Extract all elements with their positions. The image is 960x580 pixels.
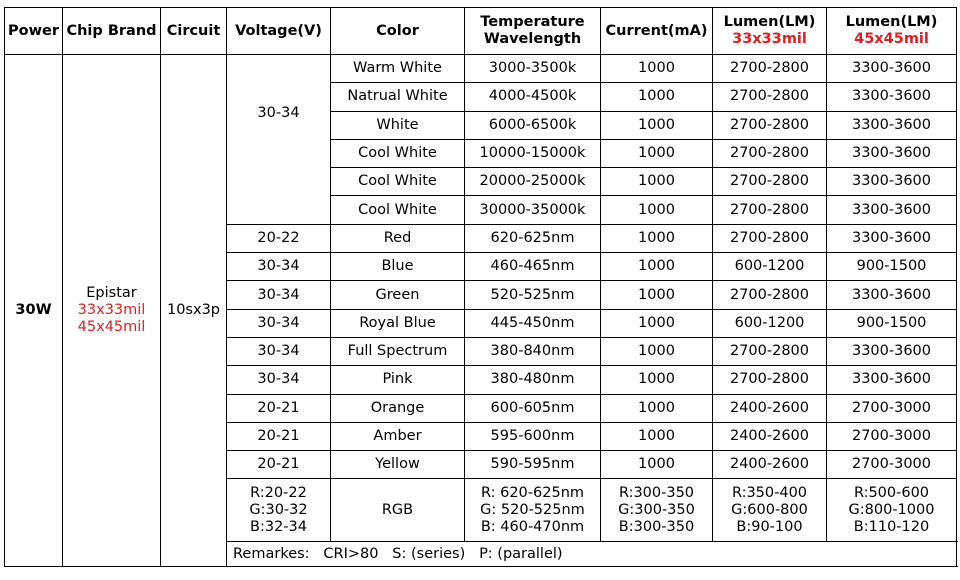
rgb-lumen45-r: R:500-600 [853,484,930,501]
header-temp-line2: Wavelength [483,31,582,47]
rgb-voltage-cell [227,479,331,542]
lumen45-cell: 3300-3600 [827,224,957,252]
header-lumen-45-size: 45x45mil [854,31,929,47]
rgb-lumen33-cell [713,479,827,542]
rgb-lumen33-r: R:350-400 [731,484,808,501]
current-cell: 1000 [601,253,713,281]
lumen33-cell: 2700-2800 [713,281,827,309]
wavelength-cell: 380-480nm [465,366,601,394]
current-cell: 1000 [601,139,713,167]
current-cell: 1000 [601,55,713,83]
color-cell: Natrual White [331,83,465,111]
lumen45-cell: 3300-3600 [827,111,957,139]
lumen45-cell: 900-1500 [827,309,957,337]
rgb-current-g: G:300-350 [618,501,695,518]
lumen33-cell: 2400-2600 [713,422,827,450]
voltage-cell: 30-34 [227,309,331,337]
chip-brand-cell [63,55,161,567]
color-cell: Cool White [331,139,465,167]
lumen33-cell: 600-1200 [713,253,827,281]
header-power: Power [5,8,63,55]
chip-brand-name: Epistar [86,285,137,302]
lumen45-cell: 3300-3600 [827,196,957,224]
voltage-cell: 20-21 [227,451,331,479]
lumen33-cell: 2700-2800 [713,83,827,111]
color-cell: Amber [331,422,465,450]
current-cell: 1000 [601,422,713,450]
current-cell: 1000 [601,168,713,196]
header-chip-brand: Chip Brand [63,8,161,55]
lumen33-cell: 2700-2800 [713,168,827,196]
rgb-wavelength-b: B: 460-470nm [480,518,585,535]
rgb-lumen33-b: B:90-100 [736,518,803,535]
spec-table [4,7,957,567]
wavelength-cell: 3000-3500k [465,55,601,83]
wavelength-cell: 600-605nm [465,394,601,422]
current-cell: 1000 [601,309,713,337]
wavelength-cell: 30000-35000k [465,196,601,224]
voltage-cell: 30-34 [227,337,331,365]
lumen45-cell: 3300-3600 [827,83,957,111]
lumen33-cell: 2700-2800 [713,337,827,365]
color-cell: Blue [331,253,465,281]
color-cell: Yellow [331,451,465,479]
lumen33-cell: 2700-2800 [713,196,827,224]
color-cell: Cool White [331,168,465,196]
voltage-cell: 20-22 [227,224,331,252]
rgb-voltage-b: B:32-34 [250,518,307,535]
lumen45-cell: 3300-3600 [827,337,957,365]
rgb-voltage-r: R:20-22 [250,484,307,501]
wavelength-cell: 445-450nm [465,309,601,337]
wavelength-cell: 10000-15000k [465,139,601,167]
header-color: Color [331,8,465,55]
rgb-current-r: R:300-350 [618,484,695,501]
lumen33-cell: 600-1200 [713,309,827,337]
current-cell: 1000 [601,337,713,365]
rgb-lumen45-b: B:110-120 [853,518,930,535]
lumen45-cell: 3300-3600 [827,281,957,309]
header-lumen-33-size: 33x33mil [732,31,807,47]
wavelength-cell: 620-625nm [465,224,601,252]
header-voltage: Voltage(V) [227,8,331,55]
header-lumen-45 [827,8,957,55]
rgb-lumen33-g: G:600-800 [731,501,808,518]
wavelength-cell: 460-465nm [465,253,601,281]
color-cell: Warm White [331,55,465,83]
circuit-cell: 10sx3p [161,55,227,567]
header-lumen-33 [713,8,827,55]
lumen45-cell: 900-1500 [827,253,957,281]
lumen45-cell: 3300-3600 [827,366,957,394]
lumen33-cell: 2700-2800 [713,139,827,167]
color-cell: Green [331,281,465,309]
lumen33-cell: 2700-2800 [713,224,827,252]
rgb-wavelength-cell [465,479,601,542]
lumen45-cell: 2700-3000 [827,422,957,450]
color-cell: Red [331,224,465,252]
current-cell: 1000 [601,196,713,224]
rgb-current-b: B:300-350 [618,518,695,535]
lumen45-cell: 3300-3600 [827,55,957,83]
color-cell: Orange [331,394,465,422]
wavelength-cell: 595-600nm [465,422,601,450]
remarks-cell [227,542,957,567]
header-lumen-45-line1: Lumen(LM) [845,14,938,30]
current-cell: 1000 [601,394,713,422]
color-cell: Royal Blue [331,309,465,337]
header-circuit: Circuit [161,8,227,55]
voltage-cell: 30-34 [227,366,331,394]
voltage-cell: 30-34 [227,253,331,281]
color-cell: White [331,111,465,139]
wavelength-cell: 20000-25000k [465,168,601,196]
wavelength-cell: 6000-6500k [465,111,601,139]
rgb-wavelength-r: R: 620-625nm [480,484,585,501]
voltage-cell: 30-34 [227,281,331,309]
header-lumen-33-line1: Lumen(LM) [723,14,816,30]
table-row [5,55,957,83]
color-cell: Full Spectrum [331,337,465,365]
current-cell: 1000 [601,83,713,111]
header-temp-line1: Temperature [480,14,585,30]
chip-size-45: 45x45mil [77,319,146,336]
rgb-wavelength-g: G: 520-525nm [480,501,585,518]
lumen33-cell: 2700-2800 [713,366,827,394]
rgb-color-cell: RGB [331,479,465,542]
current-cell: 1000 [601,366,713,394]
lumen33-cell: 2700-2800 [713,111,827,139]
lumen45-cell: 3300-3600 [827,168,957,196]
remarks-text: Remarkes: CRI>80 S: (series) P: (parallel) [233,545,563,562]
lumen33-cell: 2400-2600 [713,451,827,479]
chip-size-33: 33x33mil [77,302,146,319]
current-cell: 1000 [601,111,713,139]
color-cell: Pink [331,366,465,394]
voltage-cell: 20-21 [227,394,331,422]
power-cell: 30W [5,55,63,567]
wavelength-cell: 520-525nm [465,281,601,309]
wavelength-cell: 4000-4500k [465,83,601,111]
current-cell: 1000 [601,224,713,252]
header-temperature [465,8,601,55]
rgb-lumen45-g: G:800-1000 [848,501,935,518]
header-current: Current(mA) [601,8,713,55]
lumen33-cell: 2700-2800 [713,55,827,83]
wavelength-cell: 590-595nm [465,451,601,479]
rgb-current-cell [601,479,713,542]
rgb-lumen45-cell [827,479,957,542]
header-row [5,8,957,55]
rgb-voltage-g: G:30-32 [249,501,308,518]
current-cell: 1000 [601,281,713,309]
wavelength-cell: 380-840nm [465,337,601,365]
voltage-cell: 20-21 [227,422,331,450]
lumen33-cell: 2400-2600 [713,394,827,422]
lumen45-cell: 2700-3000 [827,451,957,479]
table-body [5,55,957,567]
lumen45-cell: 3300-3600 [827,139,957,167]
current-cell: 1000 [601,451,713,479]
lumen45-cell: 2700-3000 [827,394,957,422]
color-cell: Cool White [331,196,465,224]
white-voltage-cell: 30-34 [227,55,331,225]
